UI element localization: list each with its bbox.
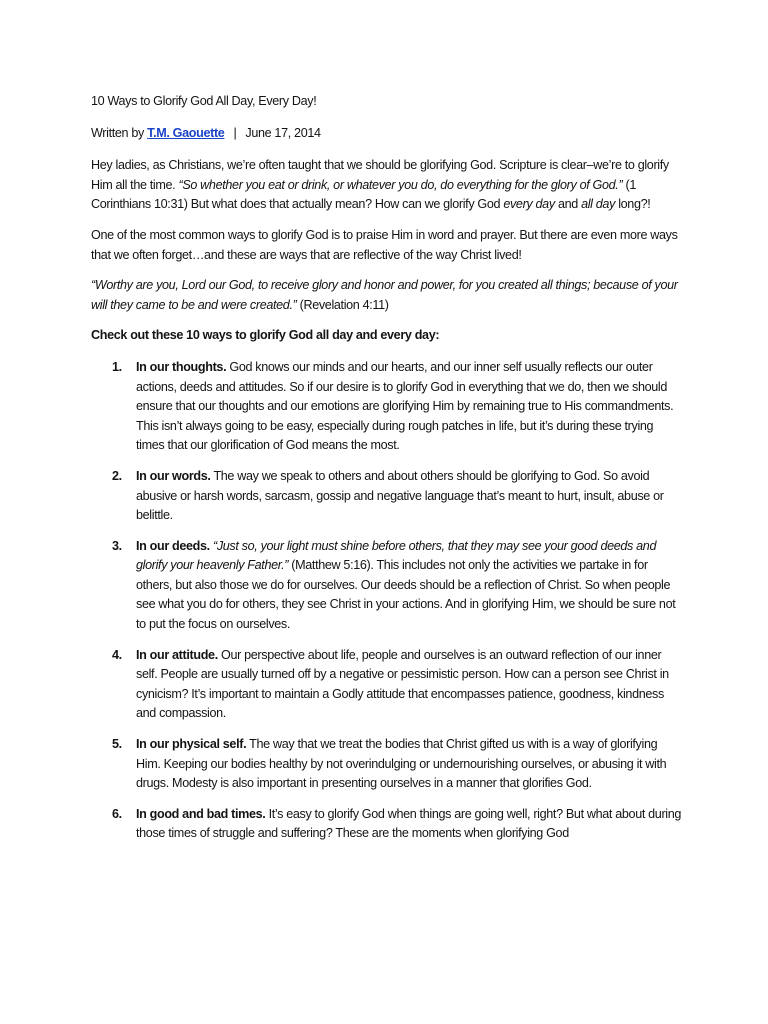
intro-end: long?! bbox=[618, 197, 651, 212]
scripture-quote: “Worthy are you, Lord our God, to receive glory and honor and power, for you created all things; because of your will they came to be and were created.” bbox=[91, 278, 678, 312]
list-number: 3. bbox=[112, 538, 122, 553]
document-page bbox=[91, 92, 683, 855]
document-title: 10 Ways to Glorify God All Day, Every Day! bbox=[91, 94, 317, 108]
item-heading: In good and bad times. bbox=[136, 806, 266, 821]
item-text: God knows our minds and our hearts, and our inner self usually reflects our outer actions, deeds and attitudes. So if our desire is to glorify God in everything that we do, then we should ensure that our thoughts and our emotions are glorifying Him by remaining true to His commandments. This isn’t always going to be easy, especially during rough patches in life, but it’s during these trying times that our glorification of God means the most. bbox=[136, 359, 674, 453]
list-item bbox=[91, 805, 683, 844]
list-number: 1. bbox=[112, 359, 122, 374]
list-number: 4. bbox=[112, 647, 122, 662]
item-text: The way that we treat the bodies that Christ gifted us with is a way of glorifying Him. Keeping our bodies healthy by not overindulging or undernourishing ourselves, or abusing it with drugs. Modesty is also important in presenting ourselves in a manner that glorifies God. bbox=[136, 737, 667, 791]
item-heading: In our physical self. bbox=[136, 737, 247, 752]
intro-text: Hey ladies, as Christians, we’re often taught that we should be glorifying God. Scripture is clear–we’re to glorify Him all the time. bbox=[91, 158, 669, 192]
list-item bbox=[91, 537, 683, 635]
emphasis-every-day: every day bbox=[503, 197, 555, 212]
scripture-quote: “Just so, your light must shine before others, that they may see your good deeds and glorify your heavenly Father.” bbox=[136, 538, 657, 573]
list-item bbox=[91, 646, 683, 724]
item-text: The way we speak to others and about others should be glorifying to God. So avoid abusive or harsh words, sarcasm, gossip and negative language that’s meant to hurt, insult, abuse or belittle. bbox=[136, 468, 664, 523]
scripture-quote: “So whether you eat or drink, or whatever you do, do everything for the glory of God.” bbox=[178, 177, 623, 192]
list-number: 2. bbox=[112, 468, 122, 483]
author-link[interactable]: T.M. Gaouette bbox=[147, 125, 225, 140]
list-item bbox=[91, 467, 683, 526]
scripture-reference: (1 Corinthians 10:31) But what does that actually mean? How can we glorify God bbox=[91, 177, 636, 212]
ways-list bbox=[91, 358, 683, 844]
intro-paragraph-1 bbox=[91, 156, 683, 215]
list-item bbox=[91, 735, 683, 794]
item-text: Our perspective about life, people and ourselves is an outward reflection of our inner self. People are usually turned off by a negative or pessimistic person. How can a person see Christ in cynicism? It’s important to maintain a Godly attitude that encompasses patience, goodness, kindness and compassion. bbox=[136, 647, 669, 721]
list-number: 6. bbox=[112, 806, 122, 821]
intro-paragraph-3 bbox=[91, 276, 683, 315]
item-text: It’s easy to glorify God when things are going well, right? But what about during those times of struggle and suffering? These are the moments when glorifying God bbox=[136, 806, 682, 841]
byline bbox=[91, 124, 683, 144]
list-number: 5. bbox=[112, 737, 122, 752]
byline-separator: | bbox=[233, 125, 237, 140]
item-heading: In our thoughts. bbox=[136, 359, 227, 374]
item-heading: In our deeds. bbox=[136, 538, 210, 553]
list-item bbox=[91, 358, 683, 456]
item-heading: In our attitude. bbox=[136, 647, 218, 662]
intro-paragraph-2: One of the most common ways to glorify God is to praise Him in word and prayer. But there are even more ways that we often forget…and these are ways that are reflective of the way Christ lived! bbox=[91, 227, 678, 262]
intro-and: and bbox=[557, 197, 578, 212]
scripture-reference: (Revelation 4:11) bbox=[299, 297, 389, 312]
item-heading: In our words. bbox=[136, 468, 211, 483]
item-text: (Matthew 5:16). This includes not only the activities we partake in for others, but also those we do for ourselves. Our deeds should be a reflection of Christ. So when people see what you do for others, they see Christ in your actions. And in glorifying Him, we should be sure not to put the focus on ourselves. bbox=[136, 558, 676, 632]
publish-date: June 17, 2014 bbox=[245, 125, 321, 140]
emphasis-all-day: all day bbox=[581, 197, 616, 212]
list-lead: Check out these 10 ways to glorify God all day and every day: bbox=[91, 328, 440, 343]
byline-prefix: Written by bbox=[91, 125, 144, 140]
